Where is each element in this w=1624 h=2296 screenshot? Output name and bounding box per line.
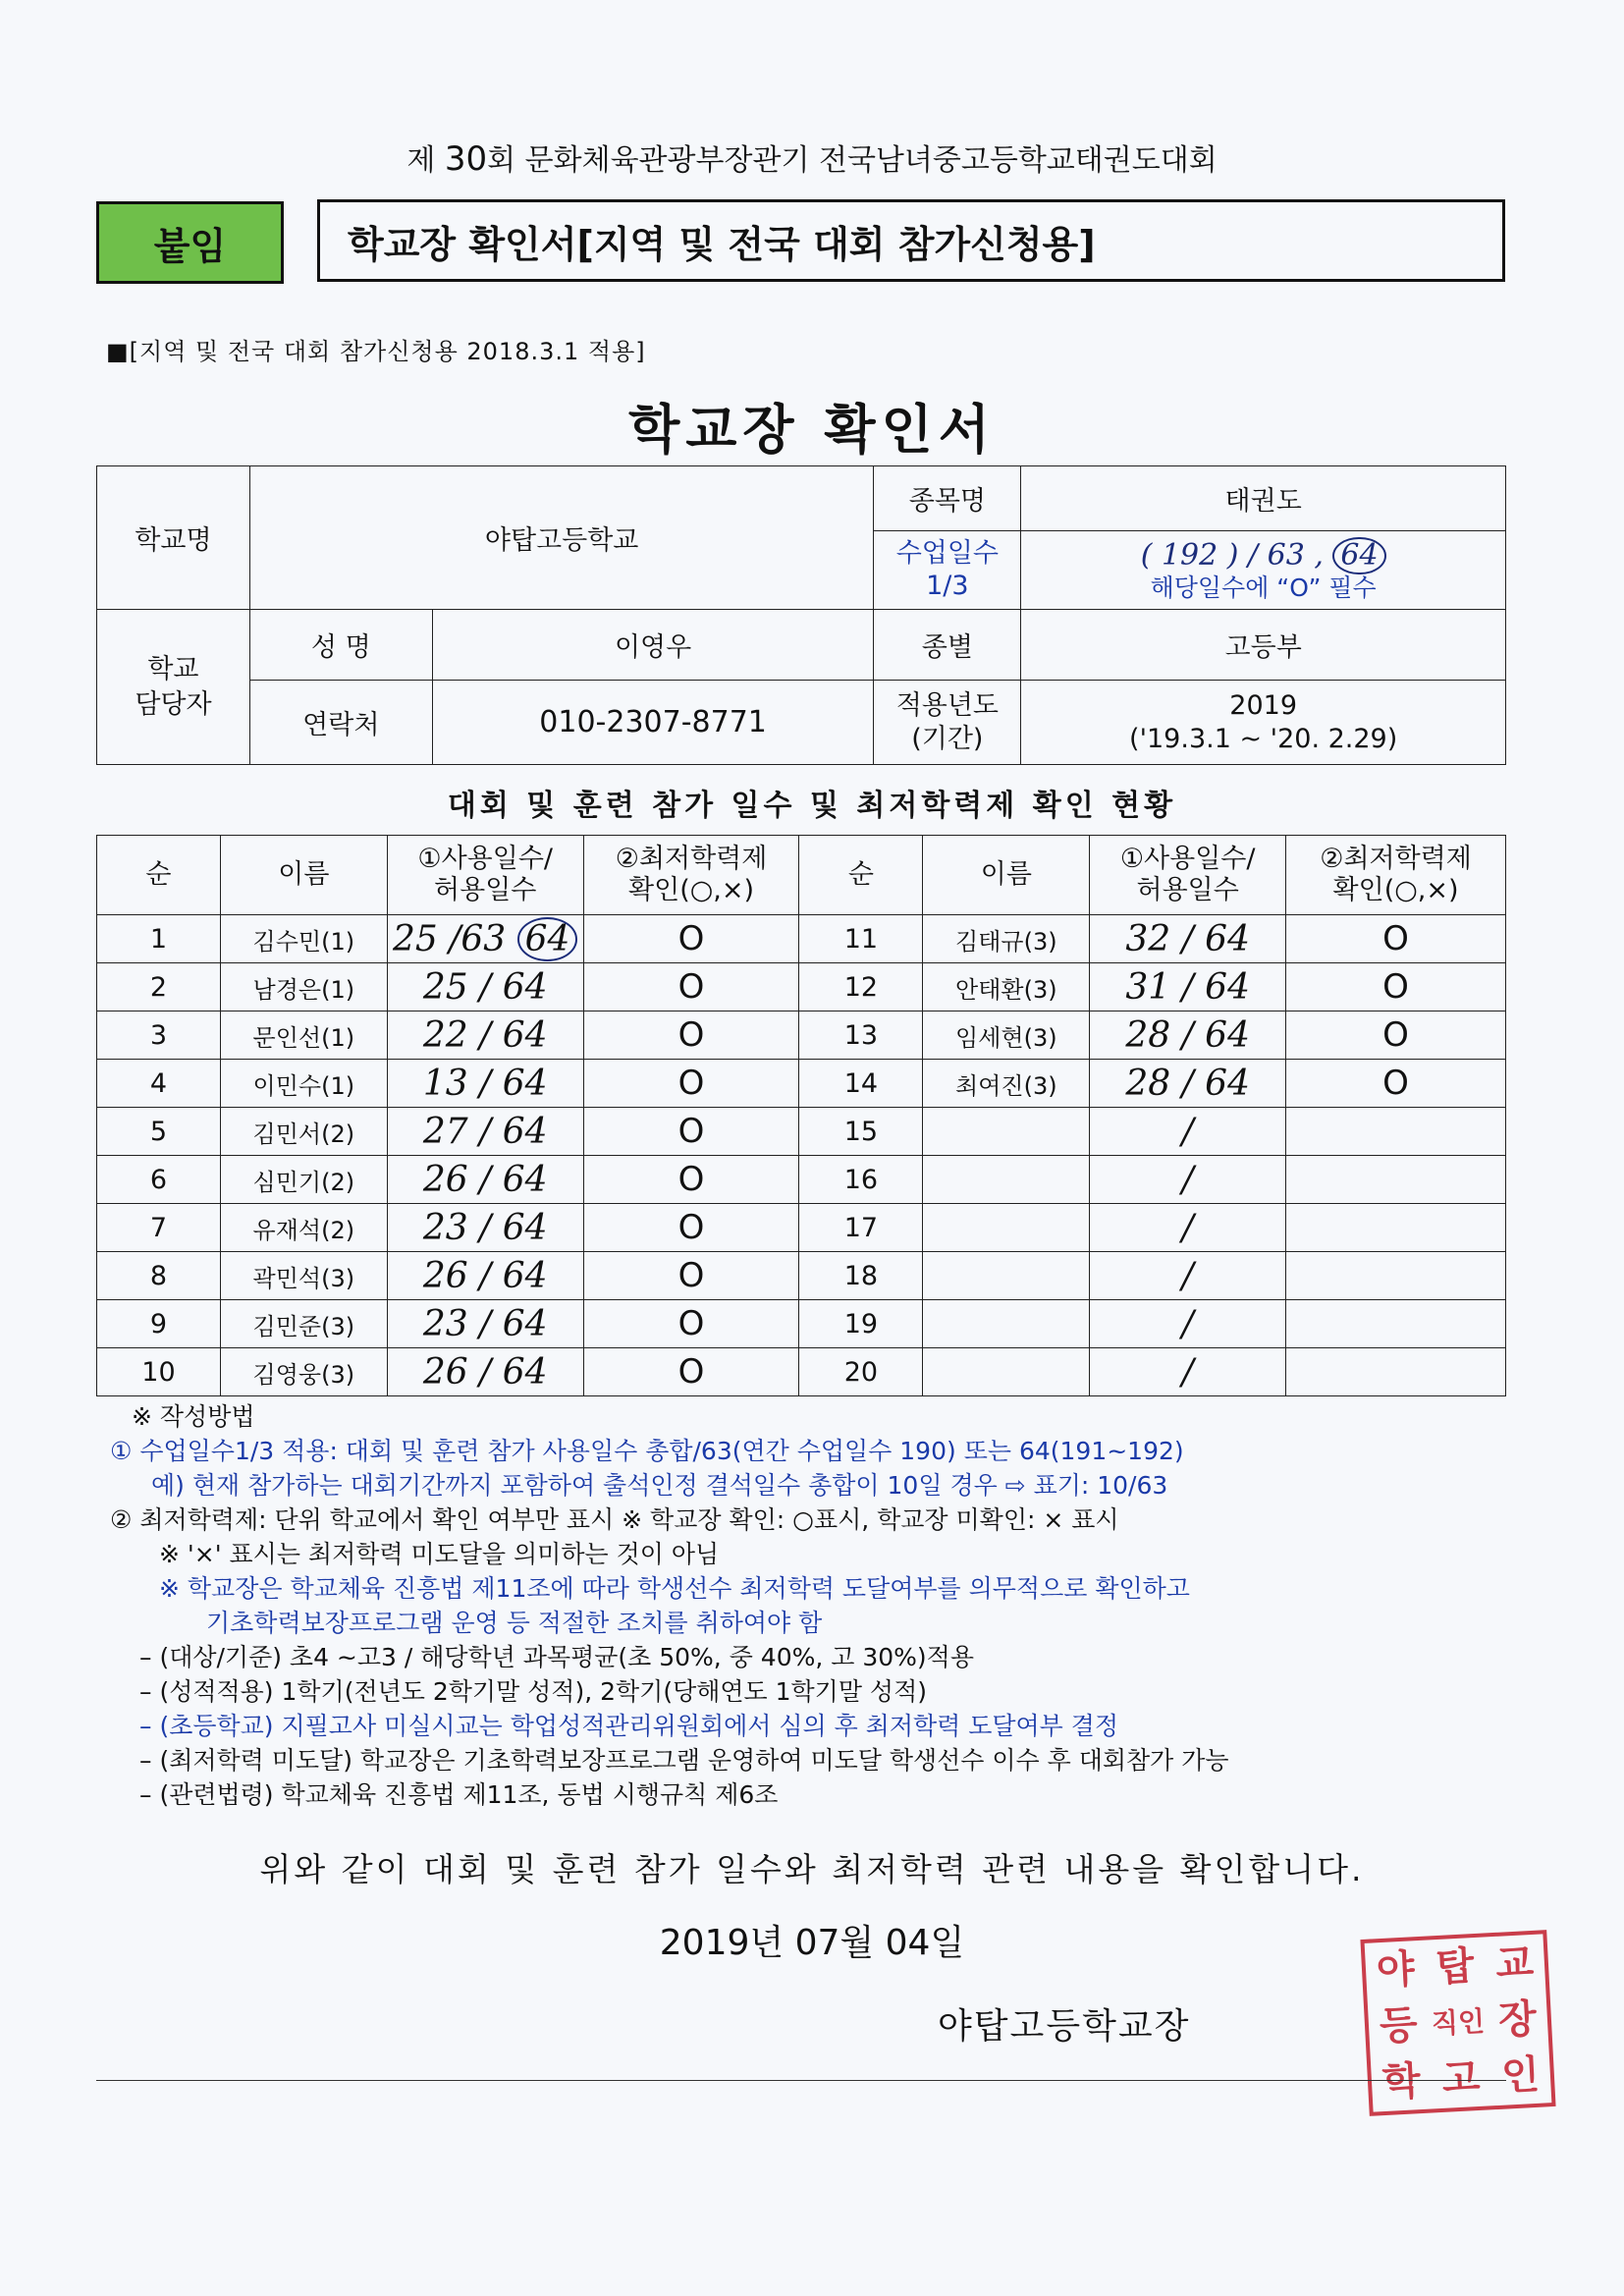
days-used-value: 26 / (422, 1255, 503, 1296)
row-number: 8 (97, 1252, 221, 1300)
days-allowed-value: 64 (502, 1351, 548, 1393)
days-used-value: 26 / (422, 1159, 503, 1200)
table-row (97, 1300, 1506, 1348)
col-name: 이름 (220, 836, 387, 915)
days-used (1090, 1348, 1286, 1396)
detail-5: – (관련법령) 학교체육 진흥법 제11조, 동법 시행규칙 제6조 (139, 1780, 779, 1809)
days-used (387, 1252, 583, 1300)
school-label: 학교명 (97, 466, 250, 610)
days-allowed-value: 64 (1205, 966, 1250, 1008)
check-mark (1286, 1348, 1506, 1396)
note-1b: 예) 현재 참가하는 대회기간까지 포함하여 출석인정 결석일수 총합이 10일 경우 ⇨ 표기: 10/63 (151, 1471, 1168, 1500)
col-name: 이름 (923, 836, 1090, 915)
days-used (387, 1156, 583, 1204)
row-number: 15 (799, 1108, 923, 1156)
row-number: 4 (97, 1060, 221, 1108)
days-allowed-value: 64 (502, 1255, 548, 1296)
student-name: 심민기(2) (220, 1156, 387, 1204)
row-number: 18 (799, 1252, 923, 1300)
check-mark: O (583, 1348, 799, 1396)
row-number: 19 (799, 1300, 923, 1348)
days-allowed-value: 64 (1205, 1063, 1250, 1104)
notes-heading: ※ 작성방법 (132, 1402, 255, 1431)
check-mark: O (583, 1108, 799, 1156)
check-mark: O (1286, 963, 1506, 1011)
seal-char: 인 (1500, 2052, 1542, 2101)
student-name: 임세현(3) (923, 1011, 1090, 1060)
check-mark: O (583, 1204, 799, 1252)
days-used-value: 26 / (422, 1351, 503, 1393)
check-mark: O (583, 963, 799, 1011)
days-used-value: 32 / (1125, 918, 1206, 959)
seal-char: 교 (1494, 1940, 1536, 1988)
student-name (923, 1156, 1090, 1204)
signature-date: 2019년 07월 04일 (659, 1923, 965, 1963)
days-used (1090, 1204, 1286, 1252)
days-used-value: 25 / (422, 966, 503, 1008)
scope-note: ■[지역 및 전국 대회 참가신청용 2018.3.1 적용] (106, 338, 646, 365)
days-used-value: / (1181, 1303, 1194, 1344)
table-row (97, 1252, 1506, 1300)
days-value: ( 192 ) / 63 , 64 해당일수에 “O” 필수 (1021, 531, 1506, 610)
days-allowed-value: 64 (502, 1303, 548, 1344)
detail-2: – (성적적용) 1학기(전년도 2학기말 성적), 2학기(당해연도 1학기말 성적) (139, 1677, 927, 1706)
days-used (1090, 1252, 1286, 1300)
days-allowed-value: 64 (502, 966, 548, 1008)
official-seal (1360, 1930, 1555, 2116)
student-name: 김태규(3) (923, 915, 1090, 963)
col-check: ②최저학력제 확인(○,×) (583, 836, 799, 915)
days-used (387, 1060, 583, 1108)
col-no: 순 (799, 836, 923, 915)
days-used (387, 1011, 583, 1060)
phone-label: 연락처 (249, 681, 432, 765)
table-row (97, 1204, 1506, 1252)
days-used (1090, 1011, 1286, 1060)
name-value: 이영우 (432, 610, 874, 681)
info-table (96, 465, 1506, 765)
check-mark: O (1286, 1011, 1506, 1060)
row-number: 6 (97, 1156, 221, 1204)
note-3: ※ '×' 표시는 최저학력 미도달을 의미하는 것이 아님 (159, 1540, 720, 1568)
student-name: 유재석(2) (220, 1204, 387, 1252)
col-no: 순 (97, 836, 221, 915)
days-used-value: 25 /63 (392, 918, 517, 959)
year-value: 2019 ('19.3.1 ~ '20. 2.29) (1021, 681, 1506, 765)
row-number: 11 (799, 915, 923, 963)
seal-char: 직인 (1431, 2004, 1486, 2041)
student-name: 안태환(3) (923, 963, 1090, 1011)
form-title: 학교장 확인서[지역 및 전국 대회 참가신청용] (348, 222, 1096, 266)
note-4: ※ 학교장은 학교체육 진흥법 제11조에 따라 학생선수 최저학력 도달여부를 의무적으로 확인하고 (159, 1574, 1190, 1603)
row-number: 7 (97, 1204, 221, 1252)
days-used (1090, 1108, 1286, 1156)
table-row (97, 1011, 1506, 1060)
days-used (387, 915, 583, 963)
days-used-value: / (1181, 1111, 1194, 1152)
check-mark: O (1286, 915, 1506, 963)
days-allowed-value: 64 (1205, 1014, 1250, 1056)
row-number: 3 (97, 1011, 221, 1060)
writing-instructions (110, 1399, 1524, 1812)
division-label: 종별 (874, 610, 1021, 681)
student-name: 김영웅(3) (220, 1348, 387, 1396)
days-allowed-value: 64 (517, 917, 578, 961)
note-2: ② 최저학력제: 단위 학교에서 확인 여부만 표시 ※ 학교장 확인: ○표시, 학교장 미확인: × 표시 (110, 1505, 1119, 1534)
table-row (97, 1060, 1506, 1108)
student-name (923, 1108, 1090, 1156)
school-name: 야탑고등학교 (249, 466, 874, 610)
student-name: 문인선(1) (220, 1011, 387, 1060)
detail-4: – (최저학력 미도달) 학교장은 기초학력보장프로그램 운영하여 미도달 학생선수 이수 후 대회참가 가능 (139, 1746, 1229, 1775)
event-title: 제 30회 문화체육관광부장관기 전국남녀중고등학교태권도대회 (406, 139, 1218, 179)
days-allowed-value: 64 (502, 1207, 548, 1248)
days-used-value: 13 / (422, 1063, 503, 1104)
days-used (1090, 915, 1286, 963)
seal-char: 탑 (1435, 1942, 1476, 1991)
student-name (923, 1252, 1090, 1300)
student-name (923, 1348, 1090, 1396)
check-mark: O (583, 1011, 799, 1060)
days-used-value: 23 / (422, 1303, 503, 1344)
student-name: 곽민석(3) (220, 1252, 387, 1300)
days-used (387, 1204, 583, 1252)
student-name (923, 1204, 1090, 1252)
year-label: 적용년도 (기간) (874, 681, 1021, 765)
seal-char: 야 (1375, 1945, 1416, 1994)
days-allowed-value: 64 (502, 1111, 548, 1152)
status-title: 대회 및 훈련 참가 일수 및 최저학력제 확인 현황 (447, 789, 1177, 823)
check-mark: O (583, 1156, 799, 1204)
col-days: ①사용일수/ 허용일수 (387, 836, 583, 915)
bottom-divider (96, 2080, 1506, 2081)
division-value: 고등부 (1021, 610, 1506, 681)
phone-value: 010-2307-8771 (432, 681, 874, 765)
detail-3: – (초등학교) 지필고사 미실시교는 학업성적관리위원회에서 심의 후 최저학력 도달여부 결정 (139, 1712, 1119, 1740)
detail-1: – (대상/기준) 초4 ~고3 / 해당학년 과목평균(초 50%, 중 40%, 고 30%)적용 (139, 1643, 974, 1671)
student-name: 김수민(1) (220, 915, 387, 963)
days-allowed-value: 64 (502, 1063, 548, 1104)
row-number: 13 (799, 1011, 923, 1060)
roster-table (96, 835, 1506, 1396)
student-name: 최여진(3) (923, 1060, 1090, 1108)
row-number: 20 (799, 1348, 923, 1396)
days-used (1090, 1300, 1286, 1348)
days-used (1090, 963, 1286, 1011)
days-used (387, 963, 583, 1011)
days-used-value: / (1181, 1255, 1194, 1296)
days-used-value: 31 / (1125, 966, 1206, 1008)
form-title-box (317, 199, 1505, 282)
days-used-value: 22 / (422, 1014, 503, 1056)
col-days: ①사용일수/ 허용일수 (1090, 836, 1286, 915)
check-mark (1286, 1156, 1506, 1204)
check-mark: O (583, 915, 799, 963)
check-mark (1286, 1108, 1506, 1156)
days-used-value: 23 / (422, 1207, 503, 1248)
days-allowed-value: 64 (502, 1159, 548, 1200)
row-number: 5 (97, 1108, 221, 1156)
attachment-badge: 붙임 (96, 201, 284, 284)
check-mark: O (583, 1060, 799, 1108)
row-number: 12 (799, 963, 923, 1011)
table-row (97, 915, 1506, 963)
table-row (97, 1156, 1506, 1204)
row-number: 1 (97, 915, 221, 963)
days-used (387, 1108, 583, 1156)
check-mark (1286, 1204, 1506, 1252)
days-used-value: / (1181, 1351, 1194, 1393)
seal-char: 장 (1497, 1995, 1539, 2044)
name-label: 성 명 (249, 610, 432, 681)
check-mark (1286, 1252, 1506, 1300)
row-number: 10 (97, 1348, 221, 1396)
student-name (923, 1300, 1090, 1348)
sport-value: 태권도 (1021, 466, 1506, 531)
check-mark: O (583, 1300, 799, 1348)
check-mark: O (583, 1252, 799, 1300)
table-row (97, 1348, 1506, 1396)
note-1: ① 수업일수1/3 적용: 대회 및 훈련 참가 사용일수 총합/63(연간 수업일수 190) 또는 64(191~192) (110, 1437, 1184, 1465)
check-mark: O (1286, 1060, 1506, 1108)
check-mark (1286, 1300, 1506, 1348)
row-number: 9 (97, 1300, 221, 1348)
student-name: 김민준(3) (220, 1300, 387, 1348)
confirm-sentence: 위와 같이 대회 및 훈련 참가 일수와 최저학력 관련 내용을 확인합니다. (259, 1850, 1365, 1888)
days-used-value: 27 / (422, 1111, 503, 1152)
student-name: 남경은(1) (220, 963, 387, 1011)
days-used-value: / (1181, 1207, 1194, 1248)
days-allowed-value: 64 (1205, 918, 1250, 959)
days-allowed-value: 64 (502, 1014, 548, 1056)
sport-label: 종목명 (874, 466, 1021, 531)
note-4b: 기초학력보장프로그램 운영 등 적절한 조치를 취하여야 함 (206, 1609, 823, 1637)
table-row (97, 963, 1506, 1011)
seal-char: 고 (1440, 2055, 1482, 2104)
col-check: ②최저학력제 확인(○,×) (1286, 836, 1506, 915)
days-used-value: 28 / (1125, 1014, 1206, 1056)
days-used (387, 1300, 583, 1348)
student-name: 김민서(2) (220, 1108, 387, 1156)
days-label: 수업일수 1/3 (874, 531, 1021, 610)
row-number: 14 (799, 1060, 923, 1108)
seal-char: 등 (1378, 2002, 1419, 2050)
table-row (97, 1108, 1506, 1156)
seal-char: 학 (1380, 2058, 1422, 2106)
days-used-value: 28 / (1125, 1063, 1206, 1104)
row-number: 2 (97, 963, 221, 1011)
page-title: 학교장 확인서 (628, 399, 996, 461)
principal-name: 야탑고등학교장 (938, 2006, 1191, 2047)
row-number: 16 (799, 1156, 923, 1204)
row-number: 17 (799, 1204, 923, 1252)
days-used (1090, 1060, 1286, 1108)
days-used-value: / (1181, 1159, 1194, 1200)
days-used (387, 1348, 583, 1396)
days-used (1090, 1156, 1286, 1204)
student-name: 이민수(1) (220, 1060, 387, 1108)
contact-label: 학교 담당자 (97, 610, 250, 765)
